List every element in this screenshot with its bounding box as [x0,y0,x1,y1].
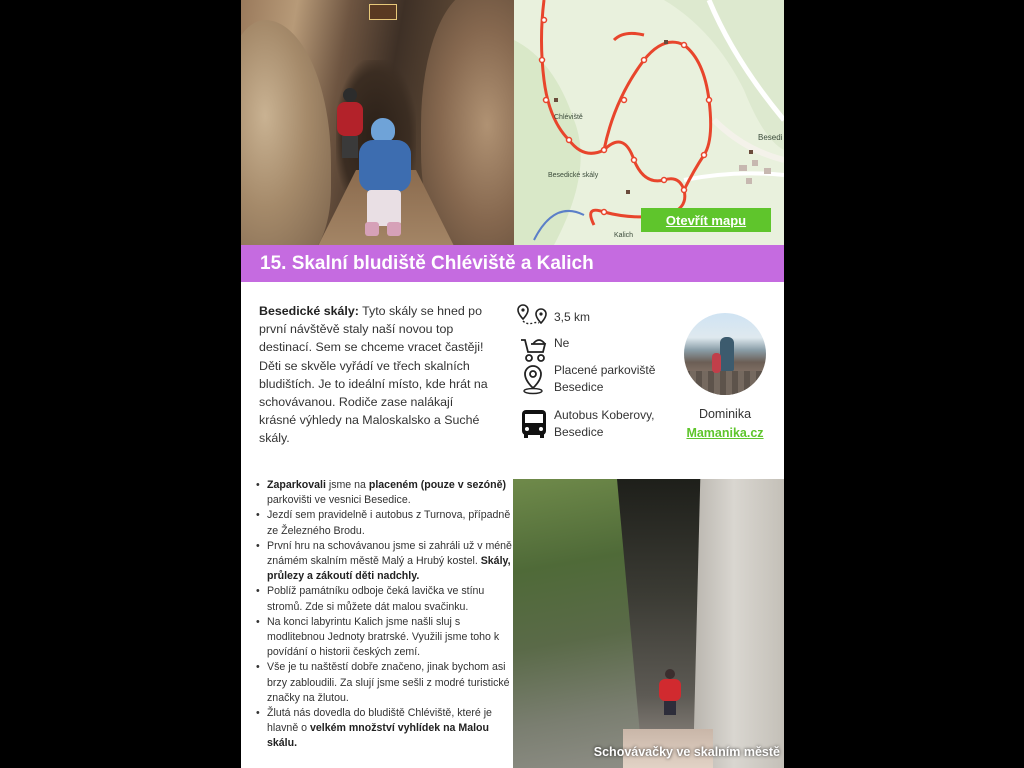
list-item-bold: placeném (pouze v sezóně) [368,479,507,491]
stroller-info [517,332,569,366]
list-item [267,615,517,661]
stroller-icon [517,332,551,366]
intro-heading: Besedické skály: [259,304,359,318]
list-item-text: Na konci labyrintu Kalich jsme našli sluj s modlitebnou Jednoty bratrské. Využili jsme toho k povídání o historii českých zemí. [267,615,500,659]
list-item-text: Vše je tu naštěstí dobře značeno, jinak bychom asi brzy zabloudili. Za slují jsme sešli z modré turistické značky na žlutou. [267,661,510,704]
map-label-besedice: Besedi [758,133,783,142]
intro-paragraph [259,302,489,448]
bus-info [517,407,655,441]
location-pin-icon [517,362,551,396]
bus-line-1: Autobus Koberovy, [554,408,655,422]
parking-line-2: Besedice [554,380,604,394]
list-item [267,706,517,752]
parking-info [517,362,655,396]
guide-page [241,0,784,768]
list-item [267,660,517,706]
list-item-text: Poblíž památníku odboje čeká lavička ve stínu stromů. Zde si můžete dát malou svačinku. [267,585,485,613]
bus-icon [517,407,551,441]
parking-value [554,362,655,396]
list-item-text: První hru na schovávanou jsme si zahráli už v méně známém skalním městě Malý a Hrubý kostel. [267,539,512,568]
map-label-besedicke-skaly: Besedické skály [548,172,599,179]
author-name: Dominika [698,407,752,421]
open-map-button[interactable]: Otevřít mapu [641,208,771,232]
cave-photo [241,0,514,245]
parking-line-1: Placené parkoviště [554,363,656,377]
distance-pins-icon [517,301,551,335]
list-item-bold: Zaparkovali [267,479,326,491]
route-map[interactable] [514,0,784,245]
list-item-text: parkovišti ve vesnici Besedice. [267,494,411,507]
map-label-kalich: Kalich [614,232,634,239]
bus-line-2: Besedice [554,425,604,439]
list-item-bold: Skály, průlezy a zákoutí děti nadchly. [267,555,511,583]
intro-text: Tyto skály se hned po první návštěvě staly naší novou top destinací. Sem se chceme vracet častěji! Děti se skvěle vyřádí ve třech skalních bludištích. Je to ideální místo, kde hrát na schovávanou. Rodiče zase nalákají krásné výhledy na Maloskalsko a Suché skály. [259,304,488,446]
page-title: 15. Skalní bludiště Chléviště a Kalich [260,252,594,274]
list-item [267,539,517,585]
child-figure [659,669,681,715]
list-item-text: Jezdí sem pravidelně i autobus z Turnova, případně ze Železného Brodu. [267,509,511,537]
list-item [267,584,517,614]
photo-caption: Schovávačky ve skalním městě [593,745,780,759]
list-item-text: jsme na [325,479,369,491]
distance-value: 3,5 km [554,310,591,324]
list-item-text: Žlutá nás dovedla do bludiště Chléviště, které je hlavně o [267,707,492,735]
title-bar [241,245,784,282]
list-item [267,508,517,538]
author-avatar [684,313,766,395]
rock-city-photo [513,479,784,768]
distance-info [517,301,590,335]
list-item-bold: velkém množství vyhlídek na Malou skálu. [267,722,489,750]
tips-list [254,478,517,752]
map-label-chleviste: Chléviště [554,114,583,121]
author-link[interactable]: Mamanika.cz [686,426,764,440]
toddler-figure [359,118,415,240]
trail-sign-icon [369,4,397,20]
bus-value [554,407,655,441]
stroller-value: Ne [554,336,570,350]
list-item [267,478,517,508]
